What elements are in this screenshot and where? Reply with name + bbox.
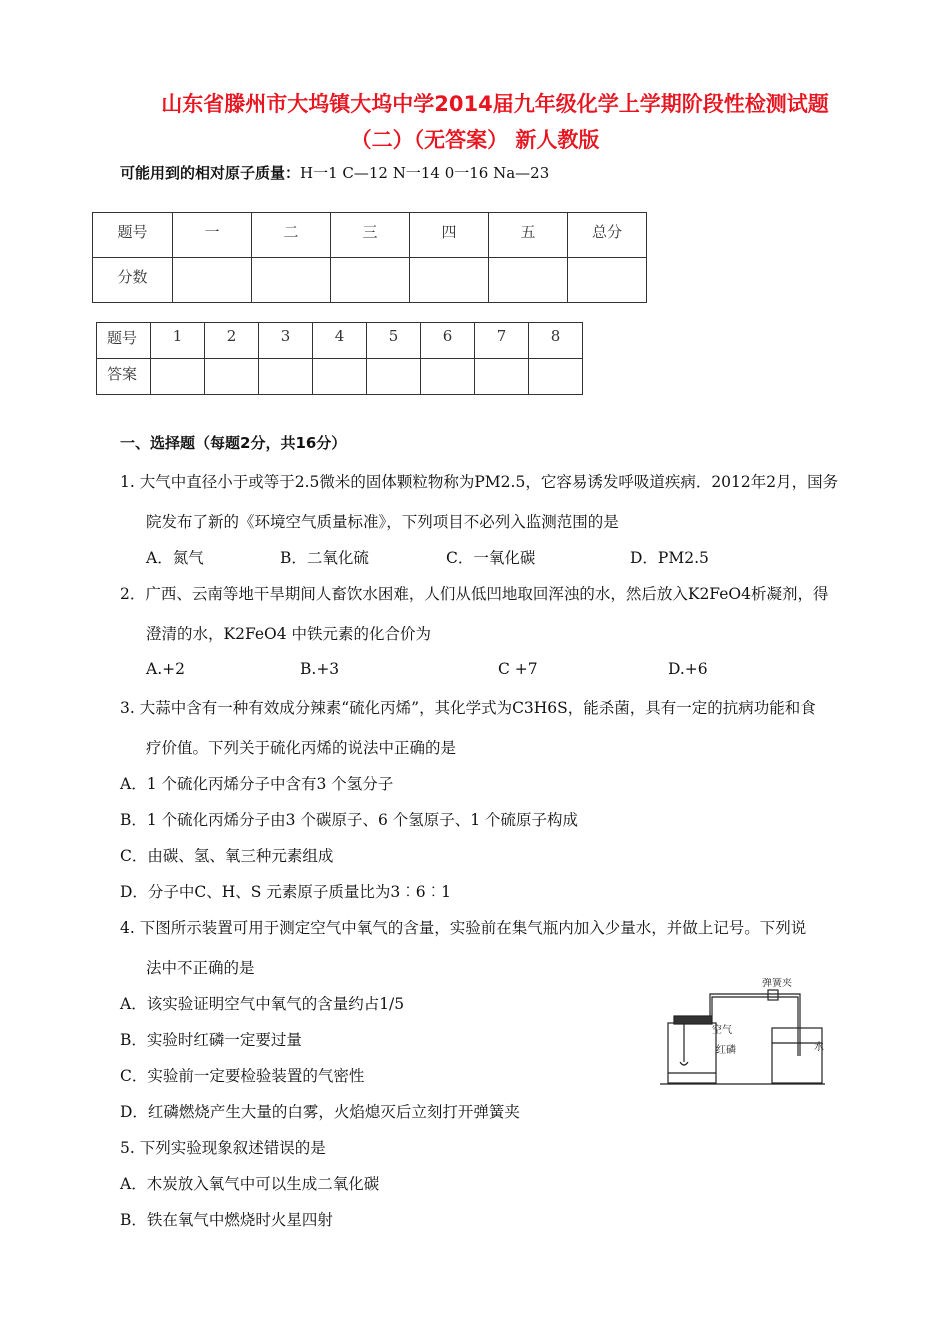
score-table-header-row bbox=[93, 213, 647, 258]
answer-table bbox=[96, 322, 583, 395]
q1-option-d: D．PM2.5 bbox=[630, 549, 709, 567]
answer-cell[interactable] bbox=[475, 359, 529, 395]
score-cell[interactable] bbox=[410, 258, 489, 303]
q2-line1: 2．广西、云南等地干旱期间人畜饮水困难，人们从低凹地取回浑浊的水，然后放入K2FeO4析凝剂，得 bbox=[120, 585, 829, 603]
answer-header-cell: 7 bbox=[475, 323, 529, 359]
score-table bbox=[92, 212, 647, 303]
score-header-cell: 题号 bbox=[93, 213, 173, 258]
page-title: 山东省滕州市大坞镇大坞中学2014届九年级化学上学期阶段性检测试题 bbox=[161, 92, 829, 116]
atomic-mass-line bbox=[120, 162, 549, 183]
q4-line2: 法中不正确的是 bbox=[146, 959, 255, 977]
q4-line1: 4. 下图所示装置可用于测定空气中氧气的含量，实验前在集气瓶内加入少量水，并做上记号。下列说 bbox=[120, 919, 807, 937]
score-header-cell: 一 bbox=[173, 213, 252, 258]
label-clip: 弹簧夹 bbox=[762, 978, 792, 989]
score-header-cell: 四 bbox=[410, 213, 489, 258]
q3-line2: 疗价值。下列关于硫化丙烯的说法中正确的是 bbox=[146, 739, 457, 757]
answer-table-row bbox=[97, 359, 583, 395]
spring-clip bbox=[768, 990, 778, 1000]
score-header-cell: 三 bbox=[331, 213, 410, 258]
atomic-mass-values: H一1 C—12 N一14 0一16 Na—23 bbox=[300, 164, 550, 182]
stopper bbox=[674, 1016, 712, 1024]
answer-header-cell: 2 bbox=[205, 323, 259, 359]
answer-cell[interactable] bbox=[367, 359, 421, 395]
answer-header-cell: 题号 bbox=[97, 323, 151, 359]
q4-option-a: A．该实验证明空气中氧气的含量约占1/5 bbox=[120, 995, 405, 1013]
score-table-row bbox=[93, 258, 647, 303]
label-air: 空气 bbox=[712, 1025, 732, 1036]
answer-cell[interactable] bbox=[151, 359, 205, 395]
score-cell[interactable] bbox=[173, 258, 252, 303]
score-cell[interactable] bbox=[252, 258, 331, 303]
score-header-cell: 总分 bbox=[568, 213, 647, 258]
q3-line1: 3. 大蒜中含有一种有效成分辣素“硫化丙烯”，其化学式为C3H6S，能杀菌，具有一定的抗病功能和食 bbox=[120, 699, 816, 717]
q5-line1: 5. 下列实验现象叙述错误的是 bbox=[120, 1139, 326, 1157]
answer-header-cell: 5 bbox=[367, 323, 421, 359]
q4-option-c: C．实验前一定要检验装置的气密性 bbox=[120, 1067, 365, 1085]
apparatus-figure bbox=[650, 978, 830, 1088]
label-phosphorus: 红磷 bbox=[716, 1045, 736, 1056]
answer-cell[interactable] bbox=[313, 359, 367, 395]
spoon bbox=[680, 1062, 688, 1065]
answer-cell[interactable] bbox=[529, 359, 583, 395]
q1-line1: 1. 大气中直径小于或等于2.5微米的固体颗粒物称为PM2.5，它容易诱发呼吸道疾病．2012年2月，国务 bbox=[120, 473, 839, 491]
q5-option-b: B．铁在氧气中燃烧时火星四射 bbox=[120, 1211, 333, 1229]
q5-option-a: A．木炭放入氧气中可以生成二氧化碳 bbox=[120, 1175, 380, 1193]
score-cell[interactable] bbox=[331, 258, 410, 303]
answer-cell[interactable] bbox=[205, 359, 259, 395]
answer-cell[interactable] bbox=[421, 359, 475, 395]
score-cell[interactable] bbox=[568, 258, 647, 303]
page-subtitle: （二）（无答案） 新人教版 bbox=[350, 128, 600, 152]
q3-option-a: A．1 个硫化丙烯分子中含有3 个氢分子 bbox=[120, 775, 394, 793]
score-row-label: 分数 bbox=[93, 258, 173, 303]
answer-header-cell: 4 bbox=[313, 323, 367, 359]
beaker bbox=[772, 1028, 822, 1083]
score-cell[interactable] bbox=[489, 258, 568, 303]
q2-option-b: B.+3 bbox=[300, 660, 340, 678]
q2-option-a: A.+2 bbox=[146, 660, 185, 678]
answer-header-cell: 8 bbox=[529, 323, 583, 359]
label-water: 水 bbox=[814, 1042, 824, 1053]
answer-header-cell: 3 bbox=[259, 323, 313, 359]
q4-option-d: D．红磷燃烧产生大量的白雾，火焰熄灭后立刻打开弹簧夹 bbox=[120, 1103, 520, 1121]
section-heading: 一、选择题（每题2分，共16分） bbox=[120, 434, 347, 452]
answer-cell[interactable] bbox=[259, 359, 313, 395]
score-header-cell: 二 bbox=[252, 213, 331, 258]
q3-option-b: B．1 个硫化丙烯分子由3 个碳原子、6 个氢原子、1 个硫原子构成 bbox=[120, 811, 579, 829]
answer-row-label: 答案 bbox=[97, 359, 151, 395]
q1-option-c: C．一氧化碳 bbox=[446, 549, 536, 567]
q2-option-d: D.+6 bbox=[668, 660, 708, 678]
answer-header-cell: 6 bbox=[421, 323, 475, 359]
q1-option-a: A．氮气 bbox=[146, 549, 204, 567]
score-header-cell: 五 bbox=[489, 213, 568, 258]
q1-line2: 院发布了新的《环境空气质量标准》，下列项目不必列入监测范围的是 bbox=[146, 513, 619, 531]
q2-line2: 澄清的水，K2FeO4 中铁元素的化合价为 bbox=[146, 625, 432, 643]
atomic-mass-label: 可能用到的相对原子质量： bbox=[120, 164, 301, 182]
answer-table-header-row bbox=[97, 323, 583, 359]
q1-option-b: B．二氧化硫 bbox=[280, 549, 369, 567]
q3-option-d: D．分子中C、H、S 元素原子质量比为3︰6︰1 bbox=[120, 883, 451, 901]
q2-option-c: C +7 bbox=[498, 660, 538, 678]
q4-option-b: B．实验时红磷一定要过量 bbox=[120, 1031, 302, 1049]
answer-header-cell: 1 bbox=[151, 323, 205, 359]
gas-jar bbox=[668, 1023, 716, 1083]
q3-option-c: C．由碳、氢、氧三种元素组成 bbox=[120, 847, 334, 865]
